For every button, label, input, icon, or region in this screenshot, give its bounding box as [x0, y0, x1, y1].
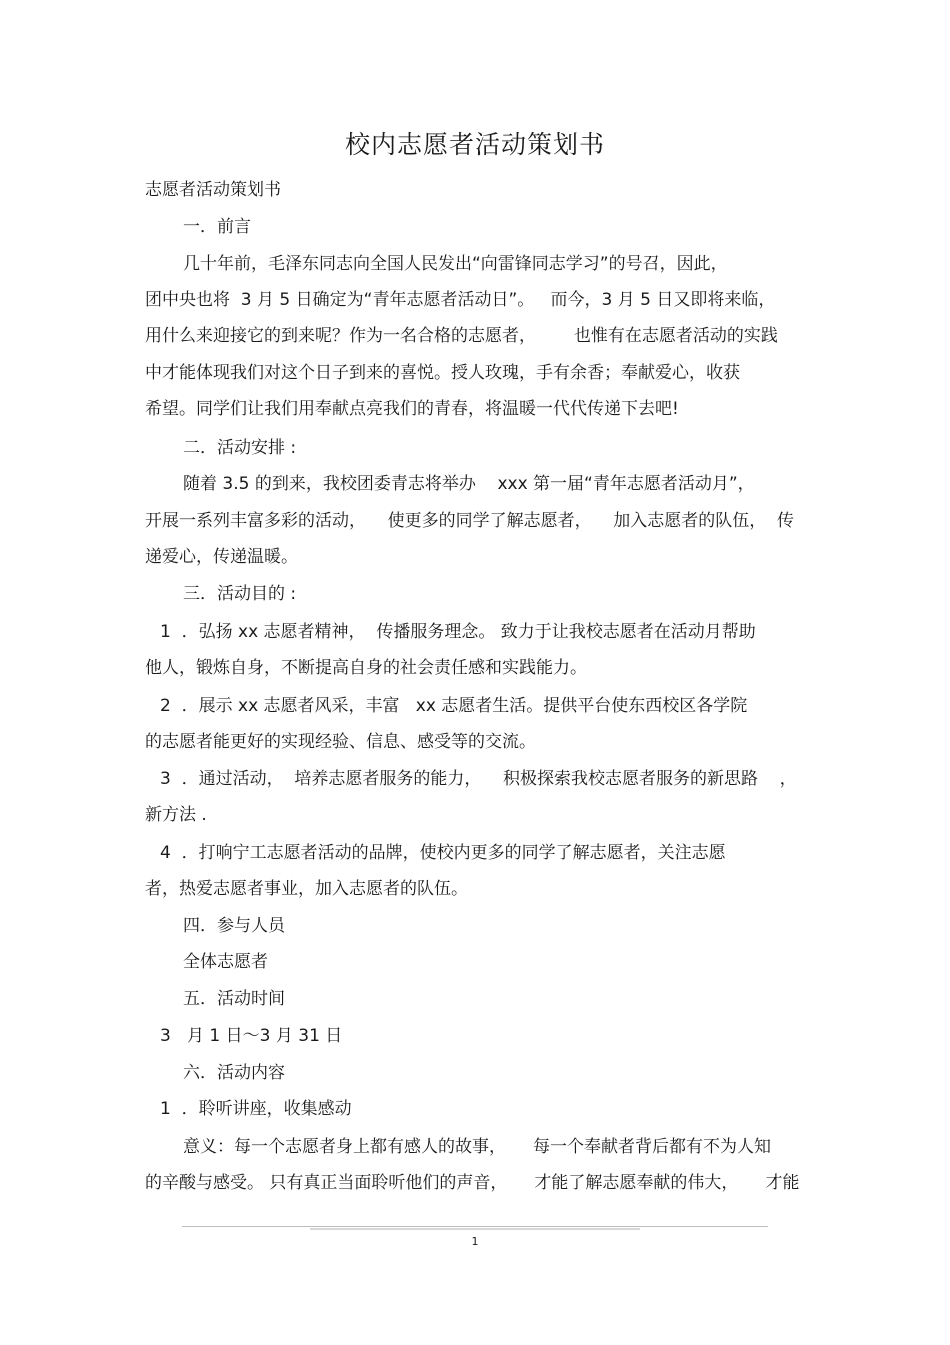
paragraph-line: 的辛酸与感受。 只有真正当面聆听他们的声音， 才能了解志愿奉献的伟大， 才能	[145, 1173, 800, 1193]
section-heading-participants: 四．参与人员	[183, 916, 285, 936]
paragraph-line: 开展一系列丰富多彩的活动， 使更多的同学了解志愿者， 加入志愿者的队伍， 传	[145, 511, 795, 531]
paragraph-line: 3 月 1 日～3 月 31 日	[160, 1026, 343, 1046]
list-item-1: 1 ．弘扬 xx 志愿者精神， 传播服务理念。 致力于让我校志愿者在活动月帮助	[160, 622, 756, 642]
document-subtitle: 志愿者活动策划书	[145, 180, 281, 200]
paragraph-line: 递爱心，传递温暖。	[145, 547, 298, 567]
section-heading-content: 六．活动内容	[183, 1063, 285, 1083]
footer-divider	[182, 1226, 768, 1227]
paragraph-line: 团中央也将 3 月 5 日确定为“青年志愿者活动日”。 而今，3 月 5 日又即将来临，	[145, 290, 776, 310]
paragraph-line: 意义：每一个志愿者身上都有感人的故事， 每一个奉献者背后都有不为人知	[183, 1137, 772, 1157]
document-title: 校内志愿者活动策划书	[344, 130, 605, 159]
footer-divider-shadow	[310, 1228, 640, 1230]
paragraph-line: 他人，锻炼自身，不断提高自身的社会责任感和实践能力。	[145, 658, 587, 678]
paragraph-line: 者，热爱志愿者事业，加入志愿者的队伍。	[145, 879, 468, 899]
page-number: 1	[471, 1235, 479, 1248]
paragraph-line: 全体志愿者	[183, 952, 268, 972]
paragraph-line: 新方法 .	[145, 805, 207, 825]
list-item-content-1: 1 ．聆听讲座，收集感动	[160, 1099, 352, 1119]
section-heading-time: 五．活动时间	[183, 989, 285, 1009]
list-item-4: 4 ．打响宁工志愿者活动的品牌，使校内更多的同学了解志愿者，关注志愿	[160, 843, 726, 863]
paragraph-line: 用什么来迎接它的到来呢？作为一名合格的志愿者， 也惟有在志愿者活动的实践	[145, 326, 778, 346]
paragraph-line: 中才能体现我们对这个日子到来的喜悦。授人玫瑰，手有余香；奉献爱心，收获	[145, 363, 740, 383]
list-item-3: 3 ．通过活动， 培养志愿者服务的能力， 积极探索我校志愿者服务的新思路 ，	[160, 769, 797, 789]
section-heading-arrangement: 二．活动安排 :	[183, 438, 297, 458]
section-heading-purpose: 三．活动目的 :	[183, 584, 297, 604]
list-item-2: 2 ．展示 xx 志愿者风采，丰富 xx 志愿者生活。提供平台使东西校区各学院	[160, 696, 748, 716]
paragraph-line: 几十年前，毛泽东同志向全国人民发出“向雷锋同志学习”的号召，因此，	[183, 254, 728, 274]
section-heading-preface: 一．前言	[183, 217, 251, 237]
paragraph-line: 希望。同学们让我们用奉献点亮我们的青春，将温暖一代代传递下去吧!	[145, 399, 679, 419]
paragraph-line: 随着 3.5 的到来，我校团委青志将举办 xxx 第一届“青年志愿者活动月”，	[183, 474, 755, 494]
paragraph-line: 的志愿者能更好的实现经验、信息、感受等的交流。	[145, 732, 536, 752]
